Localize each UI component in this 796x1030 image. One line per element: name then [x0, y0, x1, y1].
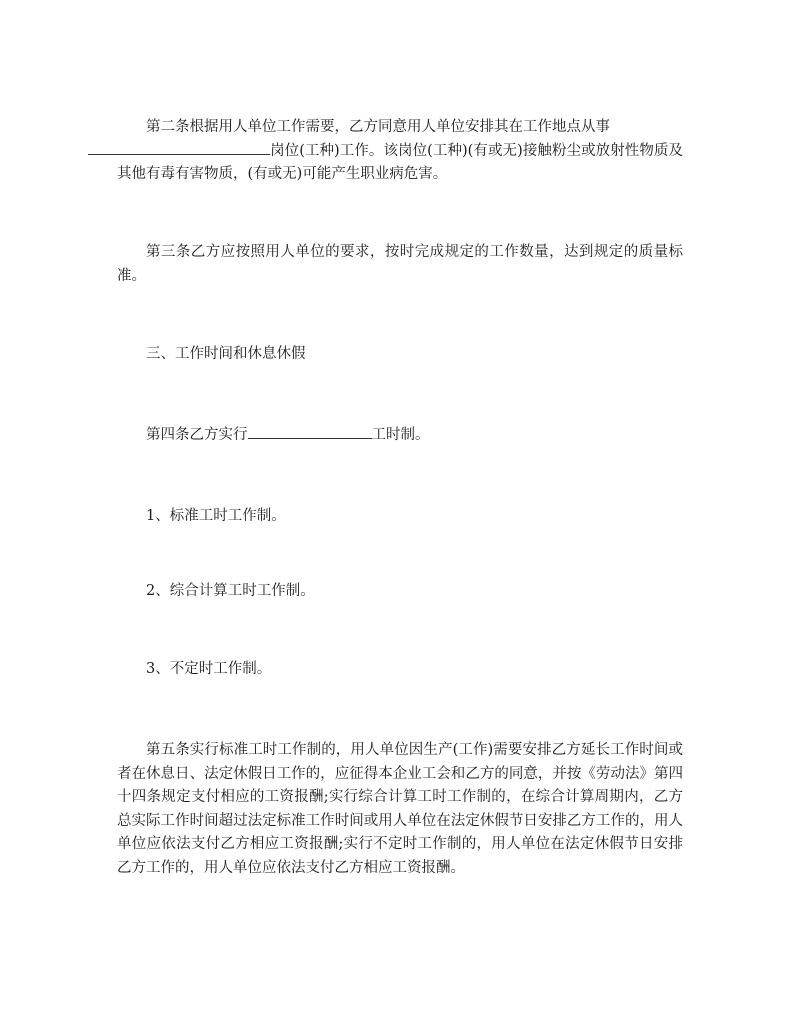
option-irregular-hours: 3、不定时工作制。	[146, 661, 272, 677]
option-comprehensive-hours: 2、综合计算工时工作制。	[146, 583, 315, 599]
article-3-paragraph	[117, 241, 683, 288]
option-1-paragraph	[117, 505, 683, 529]
option-3-paragraph	[117, 658, 683, 682]
article-5-paragraph	[117, 739, 683, 880]
option-2-paragraph	[117, 580, 683, 604]
article-2-line-2: 岗位(工种)工作。该岗位(工种)(有或无)接触粉尘或放射性物质及其他有毒有害物质，(有或无)可能产生职业病危害。	[117, 142, 683, 182]
article-2-paragraph	[117, 116, 683, 187]
section-3-heading-text: 三、工作时间和休息休假	[146, 346, 306, 362]
article-4-before-blank: 第四条乙方实行	[146, 427, 248, 443]
work-post-blank	[88, 140, 270, 155]
article-5-text: 第五条实行标准工时工作制的，用人单位因生产(工作)需要安排乙方延长工作时间或者在休息日、法定休假日工作的，应征得本企业工会和乙方的同意，并按《劳动法》第四十四条规定支付相应的工资报酬;实行综合计算工时工作制的，在综合计算周期内，乙方总实际工作时间超过法定标准工作时间或用人单位在法定休假节日安排乙方工作的，用人单位应依法支付乙方相应工资报酬;实行不定时工作制的，用人单位在法定休假节日安排乙方工作的，用人单位应依法支付乙方相应工资报酬。	[117, 742, 683, 876]
article-3-text: 第三条乙方应按照用人单位的要求，按时完成规定的工作数量，达到规定的质量标准。	[117, 244, 683, 284]
section-3-heading	[117, 343, 683, 367]
option-standard-hours: 1、标准工时工作制。	[146, 508, 286, 524]
article-2-line-1: 第二条根据用人单位工作需要，乙方同意用人单位安排其在工作地点从事	[146, 119, 610, 135]
article-4-after-blank: 工时制。	[371, 427, 430, 443]
working-hours-system-blank	[248, 424, 372, 439]
article-4-paragraph	[117, 424, 683, 448]
